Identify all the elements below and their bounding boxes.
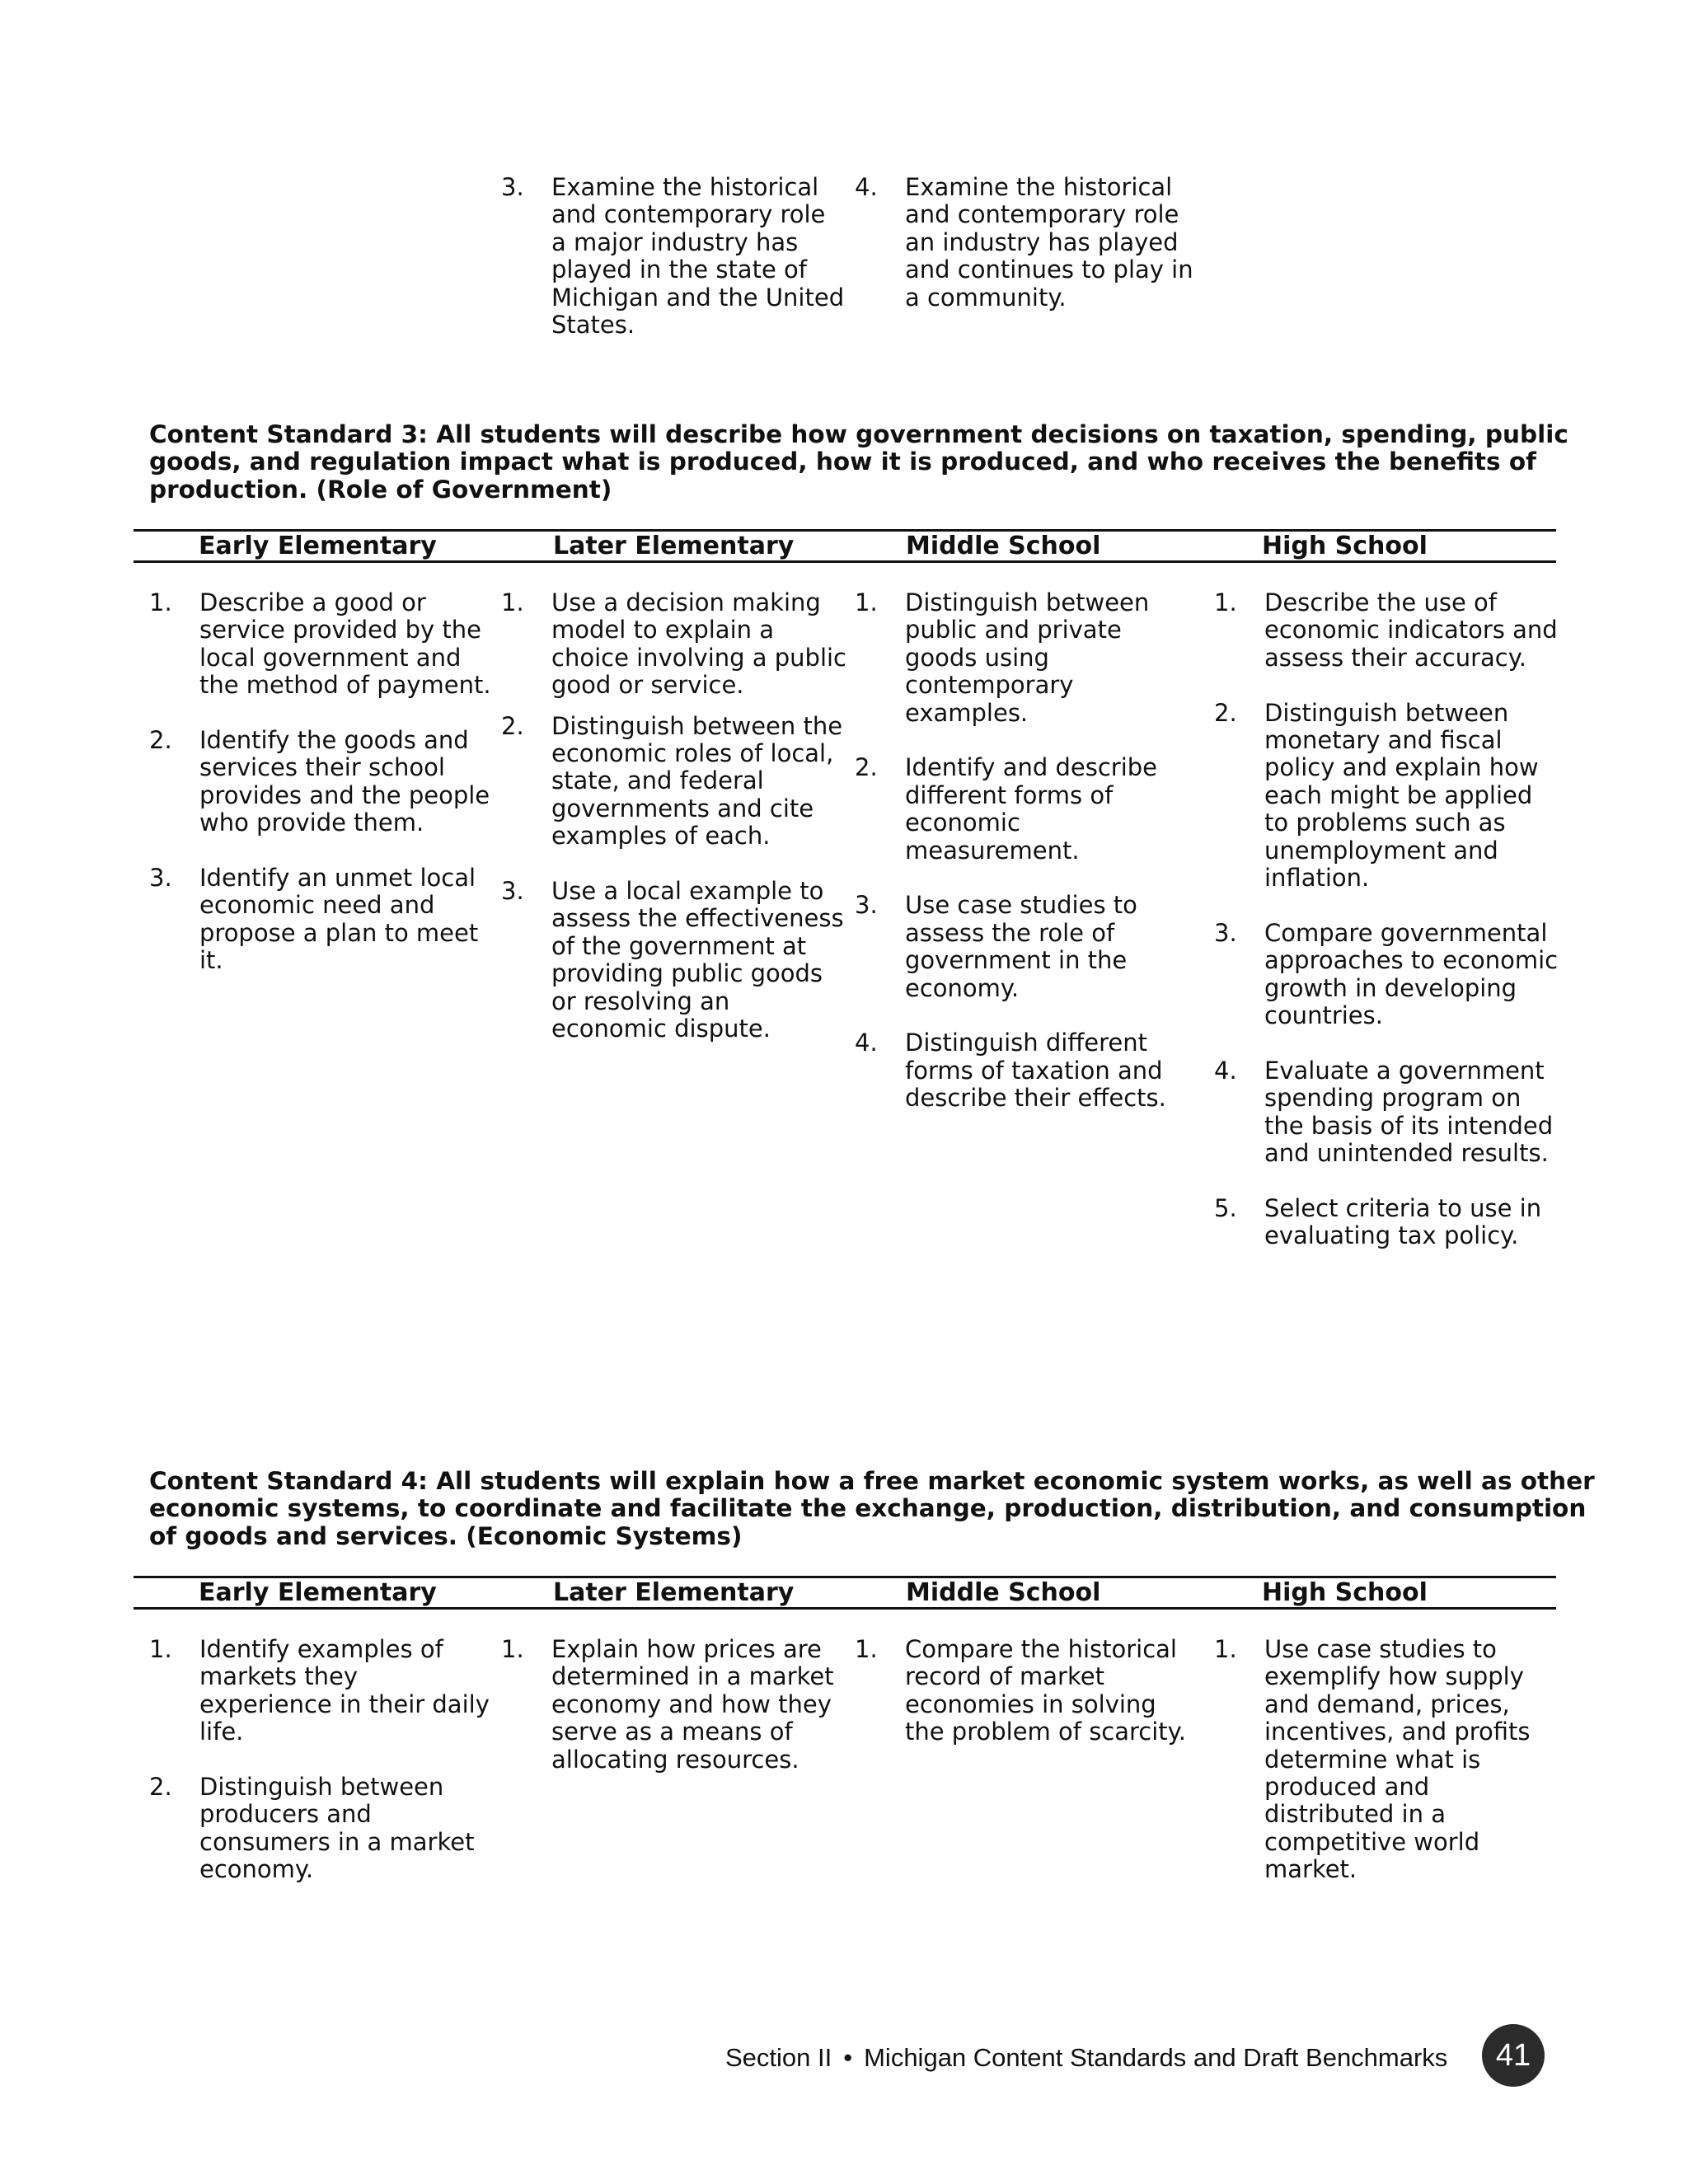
- cs3-column-early-elementary: [149, 589, 495, 975]
- standard-category: (Role of Government): [316, 475, 612, 504]
- benchmark-item: [149, 589, 495, 700]
- page-number-badge: 41: [1482, 2024, 1545, 2087]
- standard-label: Content Standard 3:: [149, 420, 428, 448]
- benchmark-item: [855, 174, 1201, 312]
- item-number: 4.: [1214, 1056, 1237, 1085]
- standard-category: (Economic Systems): [466, 1521, 743, 1550]
- item-number: 4.: [855, 173, 878, 201]
- content-standard-3-heading: [149, 421, 1600, 504]
- column-header-high-school: High School: [1262, 1578, 1428, 1607]
- footer-title: Michigan Content Standards and Draft Benchmarks: [864, 2043, 1448, 2072]
- item-text: Examine the historical and contemporary role a major industry has played in the state of Michigan and the United States.: [551, 173, 845, 340]
- benchmark-item: [1214, 920, 1560, 1030]
- top-column-later-elementary: [501, 174, 847, 339]
- benchmark-item: [149, 865, 495, 975]
- item-number: 2.: [149, 726, 172, 755]
- item-text: Identify the goods and services their school provides and the people who provide them.: [199, 726, 490, 837]
- item-text: Describe the use of economic indicators and assess their accuracy.: [1264, 588, 1558, 672]
- cs4-column-later-elementary: [501, 1636, 847, 1774]
- item-number: 3.: [501, 173, 524, 201]
- item-number: 2.: [855, 753, 878, 782]
- item-number: 1.: [855, 588, 878, 616]
- item-text: Distinguish between public and private goods using contemporary examples.: [905, 588, 1150, 727]
- benchmark-item: [1214, 589, 1560, 672]
- item-text: Evaluate a government spending program on the basis of its intended and unintended results.: [1264, 1056, 1554, 1168]
- item-number: 2.: [501, 711, 524, 740]
- benchmark-item: [501, 713, 847, 851]
- footer-bullet: •: [843, 2043, 853, 2072]
- benchmark-item: [501, 1636, 847, 1774]
- standard-statement: : All students will explain how a free market economic system works, as well as other economic systems, to coordinate and facilitate the exchange, production, distribution, and consumption of goods and services.: [149, 1467, 1595, 1550]
- item-number: 2.: [149, 1773, 172, 1802]
- item-text: Describe a good or service provided by the local government and the method of payment.: [199, 588, 491, 700]
- item-text: Distinguish between the economic roles of local, state, and federal governments and cite examples of each.: [551, 711, 843, 851]
- item-number: 1.: [149, 1635, 172, 1663]
- item-text: Compare governmental approaches to economic growth in developing countries.: [1264, 918, 1559, 1030]
- cs3-column-middle-school: [855, 589, 1201, 1113]
- benchmark-item: [855, 754, 1201, 865]
- benchmark-item: [501, 878, 847, 1043]
- benchmark-item: [1214, 1195, 1560, 1250]
- standard-statement: All students will describe how government decisions on taxation, spending, public goods, and regulation impact what is produced, how it is produced, and who receives the benefits of production.: [149, 420, 1568, 504]
- item-number: 1.: [501, 1635, 524, 1663]
- item-number: 3.: [149, 864, 172, 893]
- header-bottom-rule: [134, 1607, 1556, 1610]
- benchmark-item: [501, 174, 847, 339]
- item-text: Identify and describe different forms of economic measurement.: [905, 753, 1158, 865]
- item-text: Distinguish between producers and consumers in a market economy.: [199, 1773, 475, 1884]
- footer-section: Section II: [725, 2043, 832, 2072]
- column-header-middle-school: Middle School: [906, 532, 1101, 560]
- content-standard-4-heading: [149, 1468, 1600, 1550]
- item-number: 5.: [1214, 1193, 1237, 1222]
- cs3-column-high-school: [1214, 589, 1560, 1250]
- benchmark-item: [149, 1774, 495, 1884]
- top-column-middle-school: [855, 174, 1201, 312]
- benchmark-item: [1214, 1057, 1560, 1168]
- header-bottom-rule: [134, 560, 1556, 563]
- cs3-column-later-elementary: [501, 589, 847, 1043]
- item-text: Use case studies to exemplify how supply and demand, prices, incentives, and profits determine what is produced and distributed in a competitive world market.: [1264, 1635, 1531, 1884]
- item-number: 1.: [855, 1635, 878, 1663]
- item-text: Select criteria to use in evaluating tax policy.: [1264, 1193, 1542, 1250]
- standard-label: Content Standard 4: [149, 1467, 419, 1495]
- item-text: Distinguish between monetary and fiscal policy and explain how each might be applied to problems such as unemployment and inflation.: [1264, 698, 1539, 893]
- item-text: Use case studies to assess the role of government in the economy.: [905, 891, 1137, 1002]
- benchmark-item: [855, 589, 1201, 727]
- benchmark-item: [149, 727, 495, 837]
- item-text: Explain how prices are determined in a market economy and how they serve as a means of allocating resources.: [551, 1635, 834, 1774]
- item-text: Compare the historical record of market economies in solving the problem of scarcity.: [905, 1635, 1186, 1746]
- item-number: 1.: [149, 588, 172, 616]
- benchmark-item: [149, 1636, 495, 1746]
- item-text: Identify an unmet local economic need and propose a plan to meet it.: [199, 864, 479, 975]
- benchmark-item: [501, 589, 847, 700]
- column-header-later-elementary: Later Elementary: [553, 532, 795, 560]
- item-text: Use a local example to assess the effectiveness of the government at providing public goods or resolving an economic dispute.: [551, 877, 844, 1043]
- cs4-column-early-elementary: [149, 1636, 495, 1884]
- cs4-column-middle-school: [855, 1636, 1201, 1746]
- page-footer: [725, 2041, 1447, 2074]
- item-text: Identify examples of markets they experience in their daily life.: [199, 1635, 490, 1746]
- item-number: 4.: [855, 1029, 878, 1057]
- column-header-later-elementary: Later Elementary: [553, 1578, 795, 1607]
- column-header-middle-school: Middle School: [906, 1578, 1101, 1607]
- item-text: Distinguish different forms of taxation and describe their effects.: [905, 1029, 1166, 1113]
- benchmark-item: [855, 1029, 1201, 1112]
- cs4-column-high-school: [1214, 1636, 1560, 1884]
- item-number: 2.: [1214, 698, 1237, 727]
- item-text: Examine the historical and contemporary role an industry has played and continues to play in a community.: [905, 173, 1193, 312]
- item-number: 1.: [501, 588, 524, 616]
- column-header-high-school: High School: [1262, 532, 1428, 560]
- item-number: 3.: [855, 891, 878, 920]
- benchmark-item: [855, 1636, 1201, 1746]
- column-header-early-elementary: Early Elementary: [199, 532, 437, 560]
- item-number: 1.: [1214, 1635, 1237, 1663]
- item-number: 3.: [501, 877, 524, 906]
- column-header-early-elementary: Early Elementary: [199, 1578, 437, 1607]
- benchmark-item: [1214, 1636, 1560, 1884]
- benchmark-item: [1214, 700, 1560, 893]
- benchmark-item: [855, 892, 1201, 1002]
- item-text: Use a decision making model to explain a choice involving a public good or service.: [551, 588, 846, 700]
- item-number: 3.: [1214, 918, 1237, 947]
- item-number: 1.: [1214, 588, 1237, 616]
